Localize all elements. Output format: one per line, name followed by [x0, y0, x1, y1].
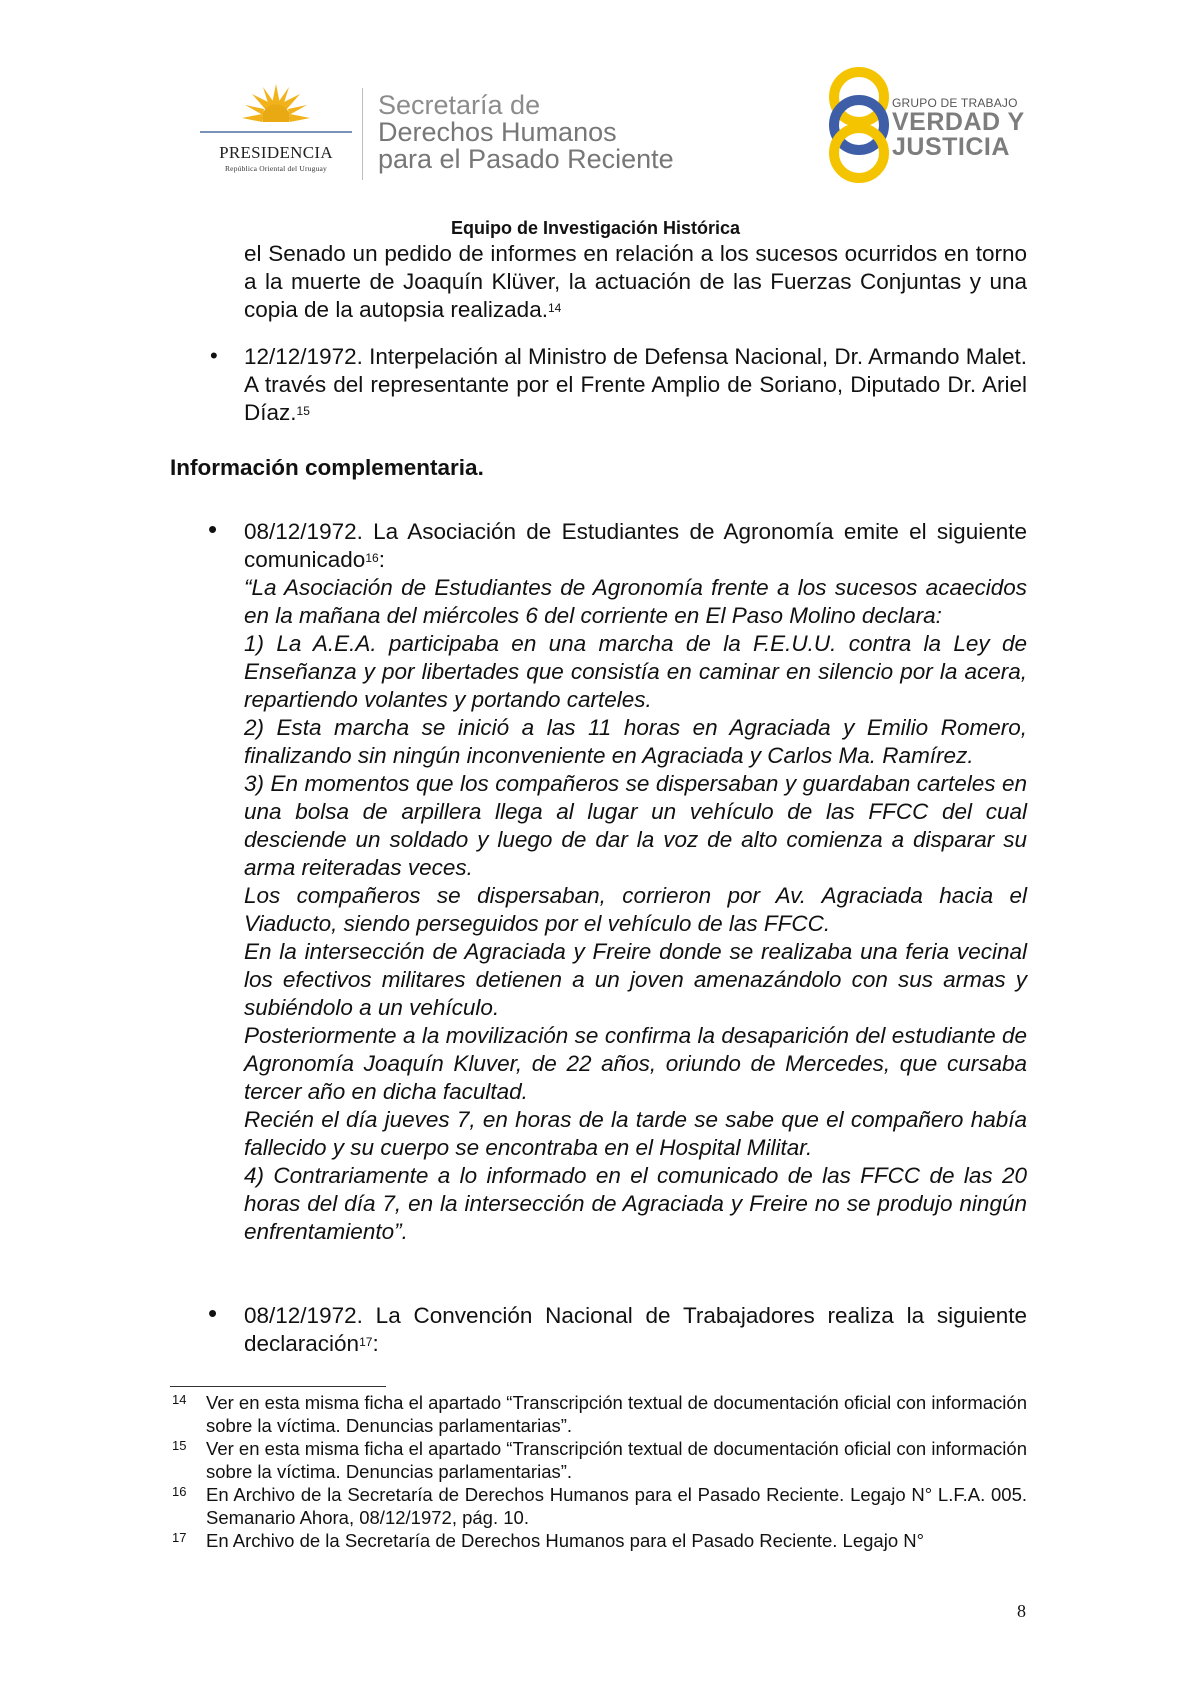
continued-text: el Senado un pedido de informes en relación a los sucesos ocurridos en torno a la muerte de Joaquín Klüver, la actuación de las Fuerzas Conjuntas y una copia de la autopsia realizada.	[244, 241, 1027, 322]
footnote-number: 15	[172, 1438, 187, 1453]
presidencia-subtitle: República Oriental del Uruguay	[224, 164, 327, 173]
item2-text: 12/12/1972. Interpelación al Ministro de Defensa Nacional, Dr. Armando Malet. A través del representante por el Frente Amplio de Soriano, Diputado Dr. Ariel Díaz.	[244, 344, 1027, 425]
footnote-number: 17	[172, 1530, 187, 1545]
footnote-ref-17: 17	[359, 1335, 373, 1349]
page-number: 8	[1017, 1601, 1026, 1621]
footnote-ref-15: 15	[296, 404, 310, 418]
secretaria-line-3: para el Pasado Reciente	[378, 144, 674, 174]
quote-line: En la intersección de Agraciada y Freire donde se realizaba una feria vecinal los efectivos militares detienen a un joven amenazándolo con sus armas y subiéndolo a un vehículo.	[244, 939, 1027, 1020]
quote-line: 2) Esta marcha se inició a las 11 horas en Agraciada y Emilio Romero, finalizando sin ningún inconveniente en Agraciada y Carlos Ma. Ramírez.	[244, 715, 1027, 768]
gtvj-wordmark	[892, 110, 1025, 160]
section-title: Información complementaria.	[170, 455, 484, 480]
list-item-cnt	[244, 1302, 1027, 1358]
footnote-ref-14: 14	[547, 301, 562, 315]
item3-text: 08/12/1972. La Asociación de Estudiantes de Agronomía emite el siguiente comunicado	[244, 519, 1027, 572]
header-divider	[362, 88, 363, 180]
continued-paragraph	[244, 240, 1027, 324]
list-item-aea	[244, 518, 1027, 574]
gtvj-line-2: JUSTICIA	[892, 133, 1010, 161]
quote-line: Los compañeros se dispersaban, corrieron por Av. Agraciada hacia el Viaducto, siendo perseguidos por el vehículo de las FFCC.	[244, 883, 1027, 936]
bullet-item-2: •	[210, 343, 218, 368]
bullet-item-3: •	[208, 514, 218, 544]
footnote-text: Ver en esta misma ficha el apartado “Transcripción textual de documentación oficial con información sobre la víctima. Denuncias parlamentarias”.	[206, 1438, 1027, 1482]
item4-colon: :	[372, 1331, 379, 1356]
footnote-number: 16	[172, 1484, 187, 1499]
bullet-item-4: •	[208, 1298, 218, 1328]
aea-quote	[244, 574, 1027, 1246]
secretaria-line-2: Derechos Humanos	[378, 117, 617, 147]
footnote-text: En Archivo de la Secretaría de Derechos Humanos para el Pasado Reciente. Legajo N° L.F.A. 005. Semanario Ahora, 08/12/1972, pág. 10.	[206, 1484, 1027, 1528]
footnote-text: Ver en esta misma ficha el apartado “Transcripción textual de documentación oficial con información sobre la víctima. Denuncias parlamentarias”.	[206, 1392, 1027, 1436]
gtvj-subtitle: GRUPO DE TRABAJO	[892, 96, 1018, 110]
secretaria-wordmark	[378, 92, 674, 173]
footnote-ref-16: 16	[365, 551, 379, 565]
presidencia-wordmark: PRESIDENCIA	[219, 143, 333, 162]
footnote-number: 14	[172, 1392, 187, 1407]
item4-text: 08/12/1972. La Convención Nacional de Trabajadores realiza la siguiente declaración	[244, 1303, 1027, 1356]
quote-line: Recién el día jueves 7, en horas de la tarde se sabe que el compañero había fallecido y su cuerpo se encontraba en el Hospital Militar.	[244, 1107, 1027, 1160]
quote-line: “La Asociación de Estudiantes de Agronomía frente a los sucesos acaecidos en la mañana del miércoles 6 del corriente en El Paso Molino declara:	[244, 575, 1027, 628]
footnote-separator	[170, 1386, 386, 1387]
gtvj-rings-logo	[814, 62, 904, 188]
item3-colon: :	[378, 547, 385, 572]
secretaria-line-1: Secretaría de	[378, 90, 541, 120]
quote-line: Posteriormente a la movilización se confirma la desaparición del estudiante de Agronomía Joaquín Kluver, de 22 años, oriundo de Mercedes, que cursaba tercer año en dicha facultad.	[244, 1023, 1027, 1104]
quote-line: 1) La A.E.A. participaba en una marcha de la F.E.U.U. contra la Ley de Enseñanza y por libertades que consistía en caminar en silencio por la acera, repartiendo volantes y portando carteles.	[244, 631, 1027, 712]
list-item-interpelacion	[244, 343, 1027, 427]
gtvj-line-1: VERDAD Y	[892, 108, 1025, 136]
quote-line: 3) En momentos que los compañeros se dispersaban y guardaban carteles en una bolsa de arpillera llega al lugar un vehículo de las FFCC del cual desciende un soldado y luego de dar la voz de alto comienza a disparar su arma reiteradas veces.	[244, 771, 1027, 880]
footnote-text: En Archivo de la Secretaría de Derechos Humanos para el Pasado Reciente. Legajo N°	[206, 1530, 925, 1551]
team-title: Equipo de Investigación Histórica	[450, 218, 741, 238]
quote-line: 4) Contrariamente a lo informado en el comunicado de las FFCC de las 20 horas del día 7, en la intersección de Agraciada y Freire no se produjo ningún enfrentamiento”.	[244, 1163, 1027, 1244]
